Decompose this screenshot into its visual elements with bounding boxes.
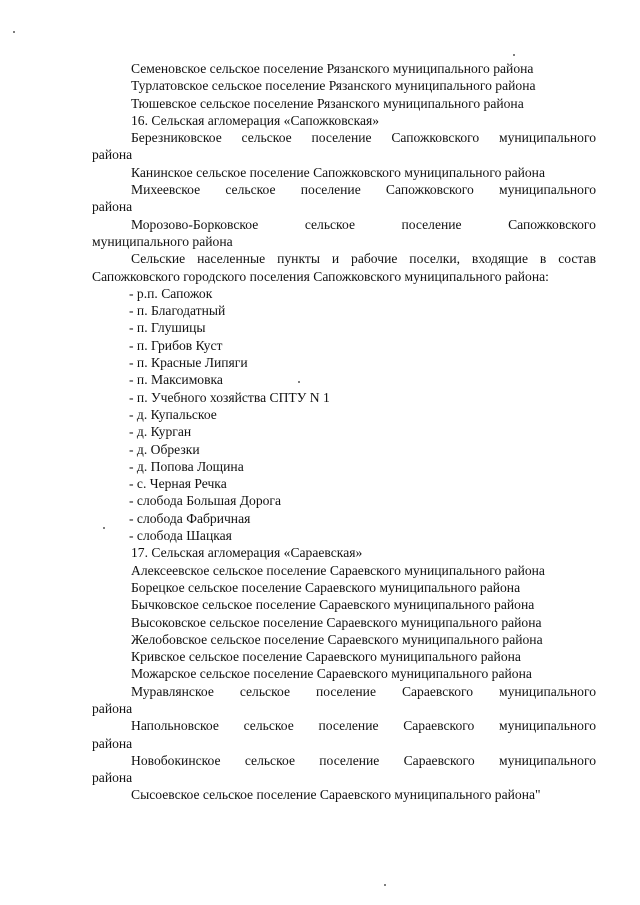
text-line: Турлатовское сельское поселение Рязанского муниципального района — [131, 78, 536, 94]
scan-speck — [13, 31, 15, 33]
section-heading-17: 17. Сельская агломерация «Сараевская» — [131, 545, 363, 561]
text-line: муниципального района — [92, 233, 233, 249]
text-line: Борецкое сельское поселение Сараевского муниципального района — [131, 579, 521, 595]
text-line: района — [92, 770, 133, 786]
text-line: Семеновское сельское поселение Рязанского муниципального района — [131, 61, 534, 76]
text-line: Березниковское сельское поселение Сапожковского муниципального — [131, 130, 596, 146]
scan-speck — [384, 884, 386, 886]
list-item: - п. Красные Липяги — [129, 355, 248, 371]
word: поселение — [401, 216, 462, 232]
list-item: - слобода Большая Дорога — [129, 493, 282, 509]
section-heading-16: 16. Сельская агломерация «Сапожковская» — [131, 112, 380, 128]
paragraph: Сельские населенные пункты и рабочие поселки, входящие в состав Сапожковского городского поселения Сапожковского муниципального района: — [92, 251, 596, 284]
list-item: - п. Благодатный — [129, 303, 226, 319]
document-page — [92, 60, 596, 804]
list-item: - д. Попова Лощина — [129, 458, 244, 474]
text-line-spread — [92, 216, 596, 233]
scan-speck — [513, 54, 515, 56]
list-item: - д. Курган — [129, 424, 192, 440]
text-line: Высоковское сельское поселение Сараевского муниципального района — [131, 614, 542, 630]
text-line: Михеевское сельское поселение Сапожковского муниципального — [131, 182, 596, 198]
text-line: Кривское сельское поселение Сараевского муниципального района — [131, 649, 521, 665]
list-item: - д. Купальское — [129, 406, 217, 422]
list-item: - д. Обрезки — [129, 441, 200, 457]
list-item: - слобода Шацкая — [129, 528, 232, 544]
settlement-list — [92, 285, 596, 544]
text-line: Можарское сельское поселение Сараевского муниципального района — [131, 666, 532, 682]
text-line: Бычковское сельское поселение Сараевского муниципального района — [131, 597, 535, 613]
text-line: района — [92, 700, 133, 716]
text-line: Алексеевское сельское поселение Сараевского муниципального района — [131, 562, 545, 578]
list-item: - п. Глушицы — [129, 320, 206, 336]
list-item: - р.п. Сапожок — [129, 285, 213, 301]
list-item: - п. Учебного хозяйства СПТУ N 1 — [129, 389, 330, 405]
list-item: - слобода Фабричная — [129, 510, 251, 526]
text-line: района — [92, 199, 133, 215]
text-line: Новобокинское сельское поселение Сараевского муниципального — [131, 752, 596, 768]
text-line: района — [92, 735, 133, 751]
text-line: Желобовское сельское поселение Сараевского муниципального района — [131, 631, 543, 647]
text-line: Муравлянское сельское поселение Сараевского муниципального — [131, 683, 596, 699]
text-line: Тюшевское сельское поселение Рязанского муниципального района — [131, 95, 524, 111]
text-line: Напольновское сельское поселение Сараевского муниципального — [131, 718, 596, 734]
text-line: Сысоевское сельское поселение Сараевского муниципального района" — [131, 787, 541, 803]
text-line: района — [92, 147, 133, 163]
list-item: - п. Грибов Куст — [129, 337, 223, 353]
text-line: Канинское сельское поселение Сапожковского муниципального района — [131, 164, 545, 180]
list-item: - п. Максимовка — [129, 372, 223, 388]
word: сельское — [304, 216, 355, 232]
list-item: - с. Черная Речка — [129, 476, 227, 492]
word: Сапожковского — [508, 216, 596, 232]
word: Морозово-Борковское — [131, 216, 259, 232]
